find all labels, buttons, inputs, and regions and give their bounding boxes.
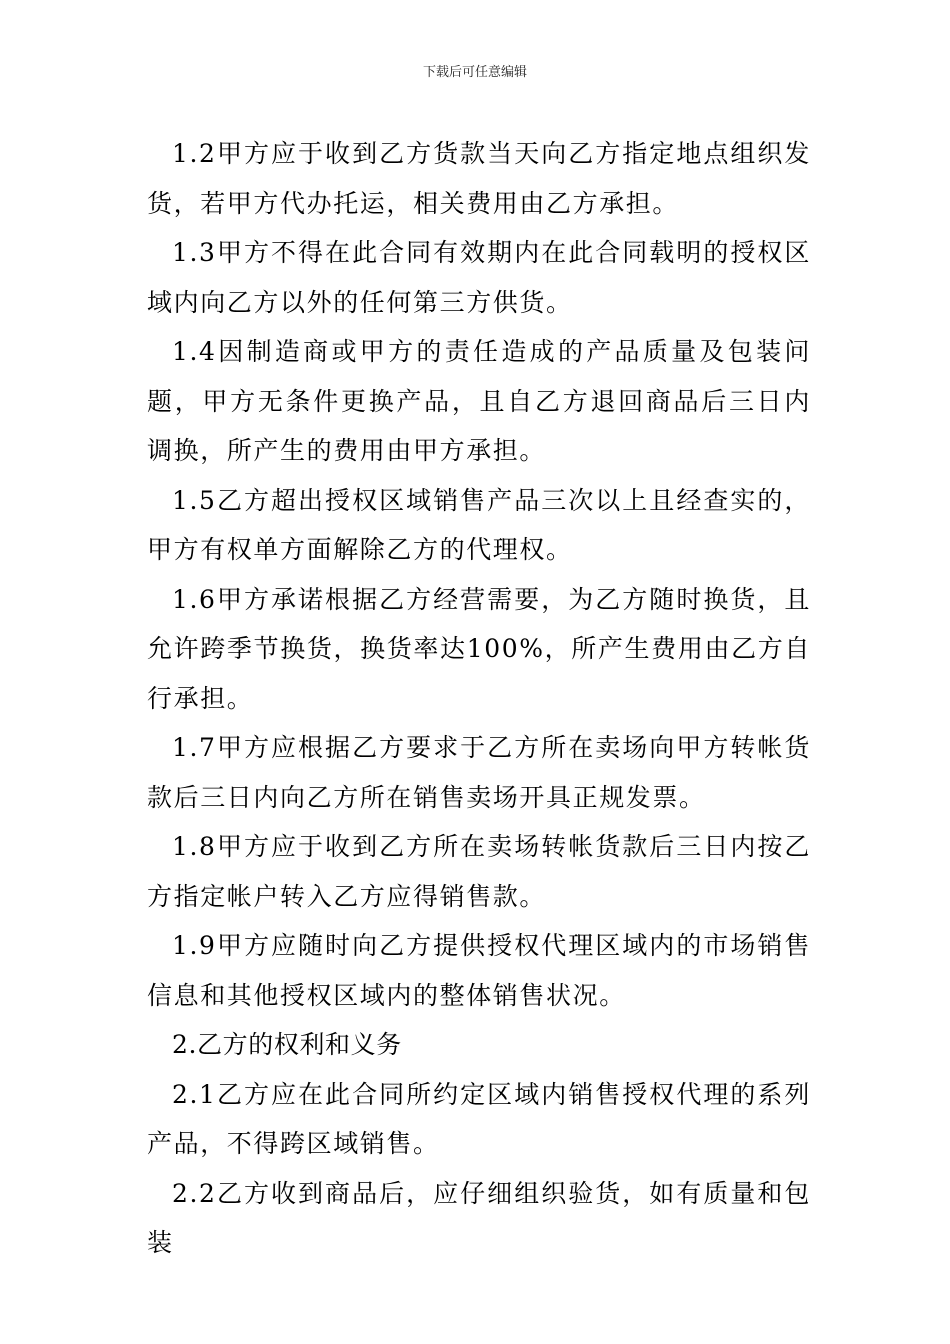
clause-1-8: 1.8甲方应于收到乙方所在卖场转帐货款后三日内按乙方指定帐户转入乙方应得销售款。 bbox=[147, 832, 811, 911]
clause-1-6: 1.6甲方承诺根据乙方经营需要，为乙方随时换货，且允许跨季节换货，换货率达100%，所产生费用由乙方自行承担。 bbox=[147, 584, 811, 713]
clause-1-2: 1.2甲方应于收到乙方货款当天向乙方指定地点组织发货，若甲方代办托运，相关费用由乙方承担。 bbox=[147, 139, 811, 218]
clause-1-3: 1.3甲方不得在此合同有效期内在此合同载明的授权区域内向乙方以外的任何第三方供货。 bbox=[147, 238, 811, 317]
section-2-heading: 2.乙方的权利和义务 bbox=[172, 1030, 402, 1059]
clause-2-2: 2.2乙方收到商品后，应仔细组织验货，如有质量和包装 bbox=[147, 1178, 811, 1257]
page-header: 下载后可任意编辑 bbox=[422, 65, 527, 80]
clause-1-9: 1.9甲方应随时向乙方提供授权代理区域内的市场销售信息和其他授权区域内的整体销售状况。 bbox=[147, 931, 811, 1010]
clause-2-1: 2.1乙方应在此合同所约定区域内销售授权代理的系列产品，不得跨区域销售。 bbox=[147, 1079, 811, 1158]
document-body bbox=[147, 129, 811, 1268]
clause-1-5: 1.5乙方超出授权区域销售产品三次以上且经查实的，甲方有权单方面解除乙方的代理权。 bbox=[147, 485, 811, 564]
clause-1-7: 1.7甲方应根据乙方要求于乙方所在卖场向甲方转帐货款后三日内向乙方所在销售卖场开具正规发票。 bbox=[147, 733, 811, 812]
clause-1-4: 1.4因制造商或甲方的责任造成的产品质量及包装问题，甲方无条件更换产品，且自乙方退回商品后三日内调换，所产生的费用由甲方承担。 bbox=[147, 337, 811, 465]
